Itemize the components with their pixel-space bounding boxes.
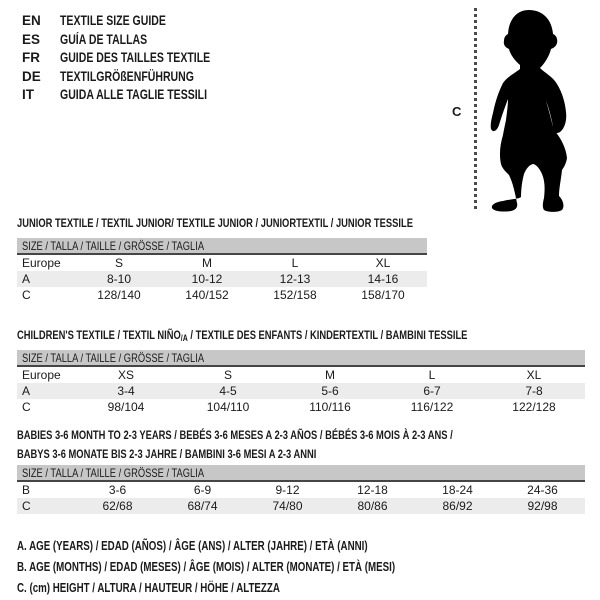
cell: XL (375, 256, 391, 270)
language-row-en (22, 12, 253, 31)
cell: 92/98 (527, 499, 558, 513)
cell: 4-5 (219, 384, 237, 398)
row-label: Europe (22, 256, 61, 270)
junior-section-title: JUNIOR TEXTILE / TEXTIL JUNIOR/ TEXTILE JUNIOR / JUNIORTEXTIL / JUNIOR TESSILE (17, 216, 413, 230)
table-row (17, 271, 427, 287)
cell: 14-16 (367, 272, 399, 286)
row-label: C (22, 288, 31, 302)
cell: 7-8 (525, 384, 543, 398)
subscript-part: /A (180, 333, 188, 343)
note-b: B. AGE (MONTHS) / EDAD (MESES) / ÂGE (MOIS) / ALTER (MONATE) / ETÀ (MESI) (17, 560, 396, 574)
row-label: Europe (22, 368, 61, 382)
cell: S (114, 256, 123, 270)
language-code: IT (22, 87, 34, 102)
cell: 5-6 (321, 384, 339, 398)
size-header: SIZE / TALLA / TAILLE / GRÖSSE / TAGLIA (17, 465, 585, 481)
cell: 86/92 (442, 499, 473, 513)
row-label: A (22, 384, 31, 398)
note-a: A. AGE (YEARS) / EDAD (AÑOS) / ÂGE (ANS) / ALTER (JAHRE) / ETÀ (ANNI) (17, 539, 368, 553)
table-row (17, 498, 585, 514)
cell: 116/122 (410, 400, 454, 414)
height-dotted-line (474, 8, 477, 210)
language-row-fr (22, 49, 253, 68)
language-list (22, 12, 253, 105)
size-header-row (17, 350, 585, 366)
cell: 158/170 (361, 288, 405, 302)
height-marker-label: C (452, 104, 462, 119)
table-row (17, 383, 585, 399)
cell: 98/104 (107, 400, 145, 414)
row-label: A (22, 272, 31, 286)
table-row (17, 366, 585, 383)
size-header-row (17, 465, 585, 481)
legend-notes (17, 536, 502, 599)
babies-section-title: BABIES 3-6 MONTH TO 2-3 YEARS / BEBÉS 3-6 MESES A 2-3 AÑOS / BÉBÉS 3-6 MOIS À 2-3 ANS / BABYS 3-6 MONATE BIS 2-3 JAHRE / BAMBINI 3-6 MESI A 2-3 ANNI (17, 428, 453, 461)
row-label: C (22, 499, 31, 513)
table-row (17, 254, 427, 271)
cell: 110/116 (309, 400, 351, 414)
cell: 128/140 (97, 288, 141, 302)
language-title: GUÍA DE TALLAS (60, 31, 148, 47)
cell: 62/68 (102, 499, 133, 513)
language-code: FR (22, 50, 40, 65)
baby-silhouette-icon (489, 7, 579, 214)
cell: L (428, 368, 436, 382)
children-section-title: CHILDREN'S TEXTILE / TEXTIL NIÑO/A / TEXTILE DES ENFANTS / KINDERTEXTIL / BAMBINI TESSILE (17, 328, 468, 343)
cell: 6-7 (423, 384, 441, 398)
cell: 8-10 (106, 272, 132, 286)
cell: 3-4 (117, 384, 135, 398)
cell: L (291, 256, 299, 270)
table-row (17, 481, 585, 498)
size-header-row (17, 238, 427, 254)
language-code: DE (22, 68, 41, 84)
cell: 6-9 (193, 483, 212, 497)
cell: M (325, 368, 335, 382)
cell: M (202, 256, 212, 270)
table-row (17, 399, 585, 415)
babies-size-table (17, 465, 585, 514)
size-header: SIZE / TALLA / TAILLE / GRÖSSE / TAGLIA (17, 350, 585, 366)
cell: 10-12 (191, 272, 223, 286)
cell: 68/74 (187, 499, 218, 513)
row-label: B (22, 483, 31, 497)
cell: 122/128 (512, 400, 556, 414)
cell: 104/110 (206, 400, 250, 414)
language-code: ES (22, 31, 41, 47)
note-c: C. (cm) HEIGHT / ALTURA / HAUTEUR / HÖHE / ALTEZZA (17, 581, 280, 595)
cell: 74/80 (272, 499, 303, 513)
cell: 152/158 (273, 288, 317, 302)
children-size-table (17, 350, 585, 415)
cell: 24-36 (527, 483, 558, 497)
cell: 18-24 (442, 483, 473, 497)
language-code: EN (22, 13, 41, 28)
language-title: GUIDE DES TAILLES TEXTILE (60, 50, 211, 65)
cell: 12-13 (279, 272, 311, 286)
cell: 3-6 (108, 483, 127, 497)
language-row-es (22, 31, 253, 50)
language-row-it (22, 86, 253, 105)
cell: 80/86 (357, 499, 388, 513)
language-title: TEXTILGRÖßENFÜHRUNG (60, 68, 194, 84)
size-header: SIZE / TALLA / TAILLE / GRÖSSE / TAGLIA (17, 238, 427, 254)
row-label: C (22, 400, 31, 414)
cell: S (223, 368, 232, 382)
language-row-de (22, 68, 253, 87)
language-title: TEXTILE SIZE GUIDE (60, 13, 166, 28)
cell: XS (117, 368, 134, 382)
language-title: GUIDA ALLE TAGLIE TESSILI (60, 87, 208, 102)
cell: 12-18 (357, 483, 388, 497)
junior-size-table (17, 238, 427, 303)
cell: XL (526, 368, 542, 382)
cell: 140/152 (185, 288, 229, 302)
table-row (17, 287, 427, 303)
cell: 9-12 (275, 483, 300, 497)
